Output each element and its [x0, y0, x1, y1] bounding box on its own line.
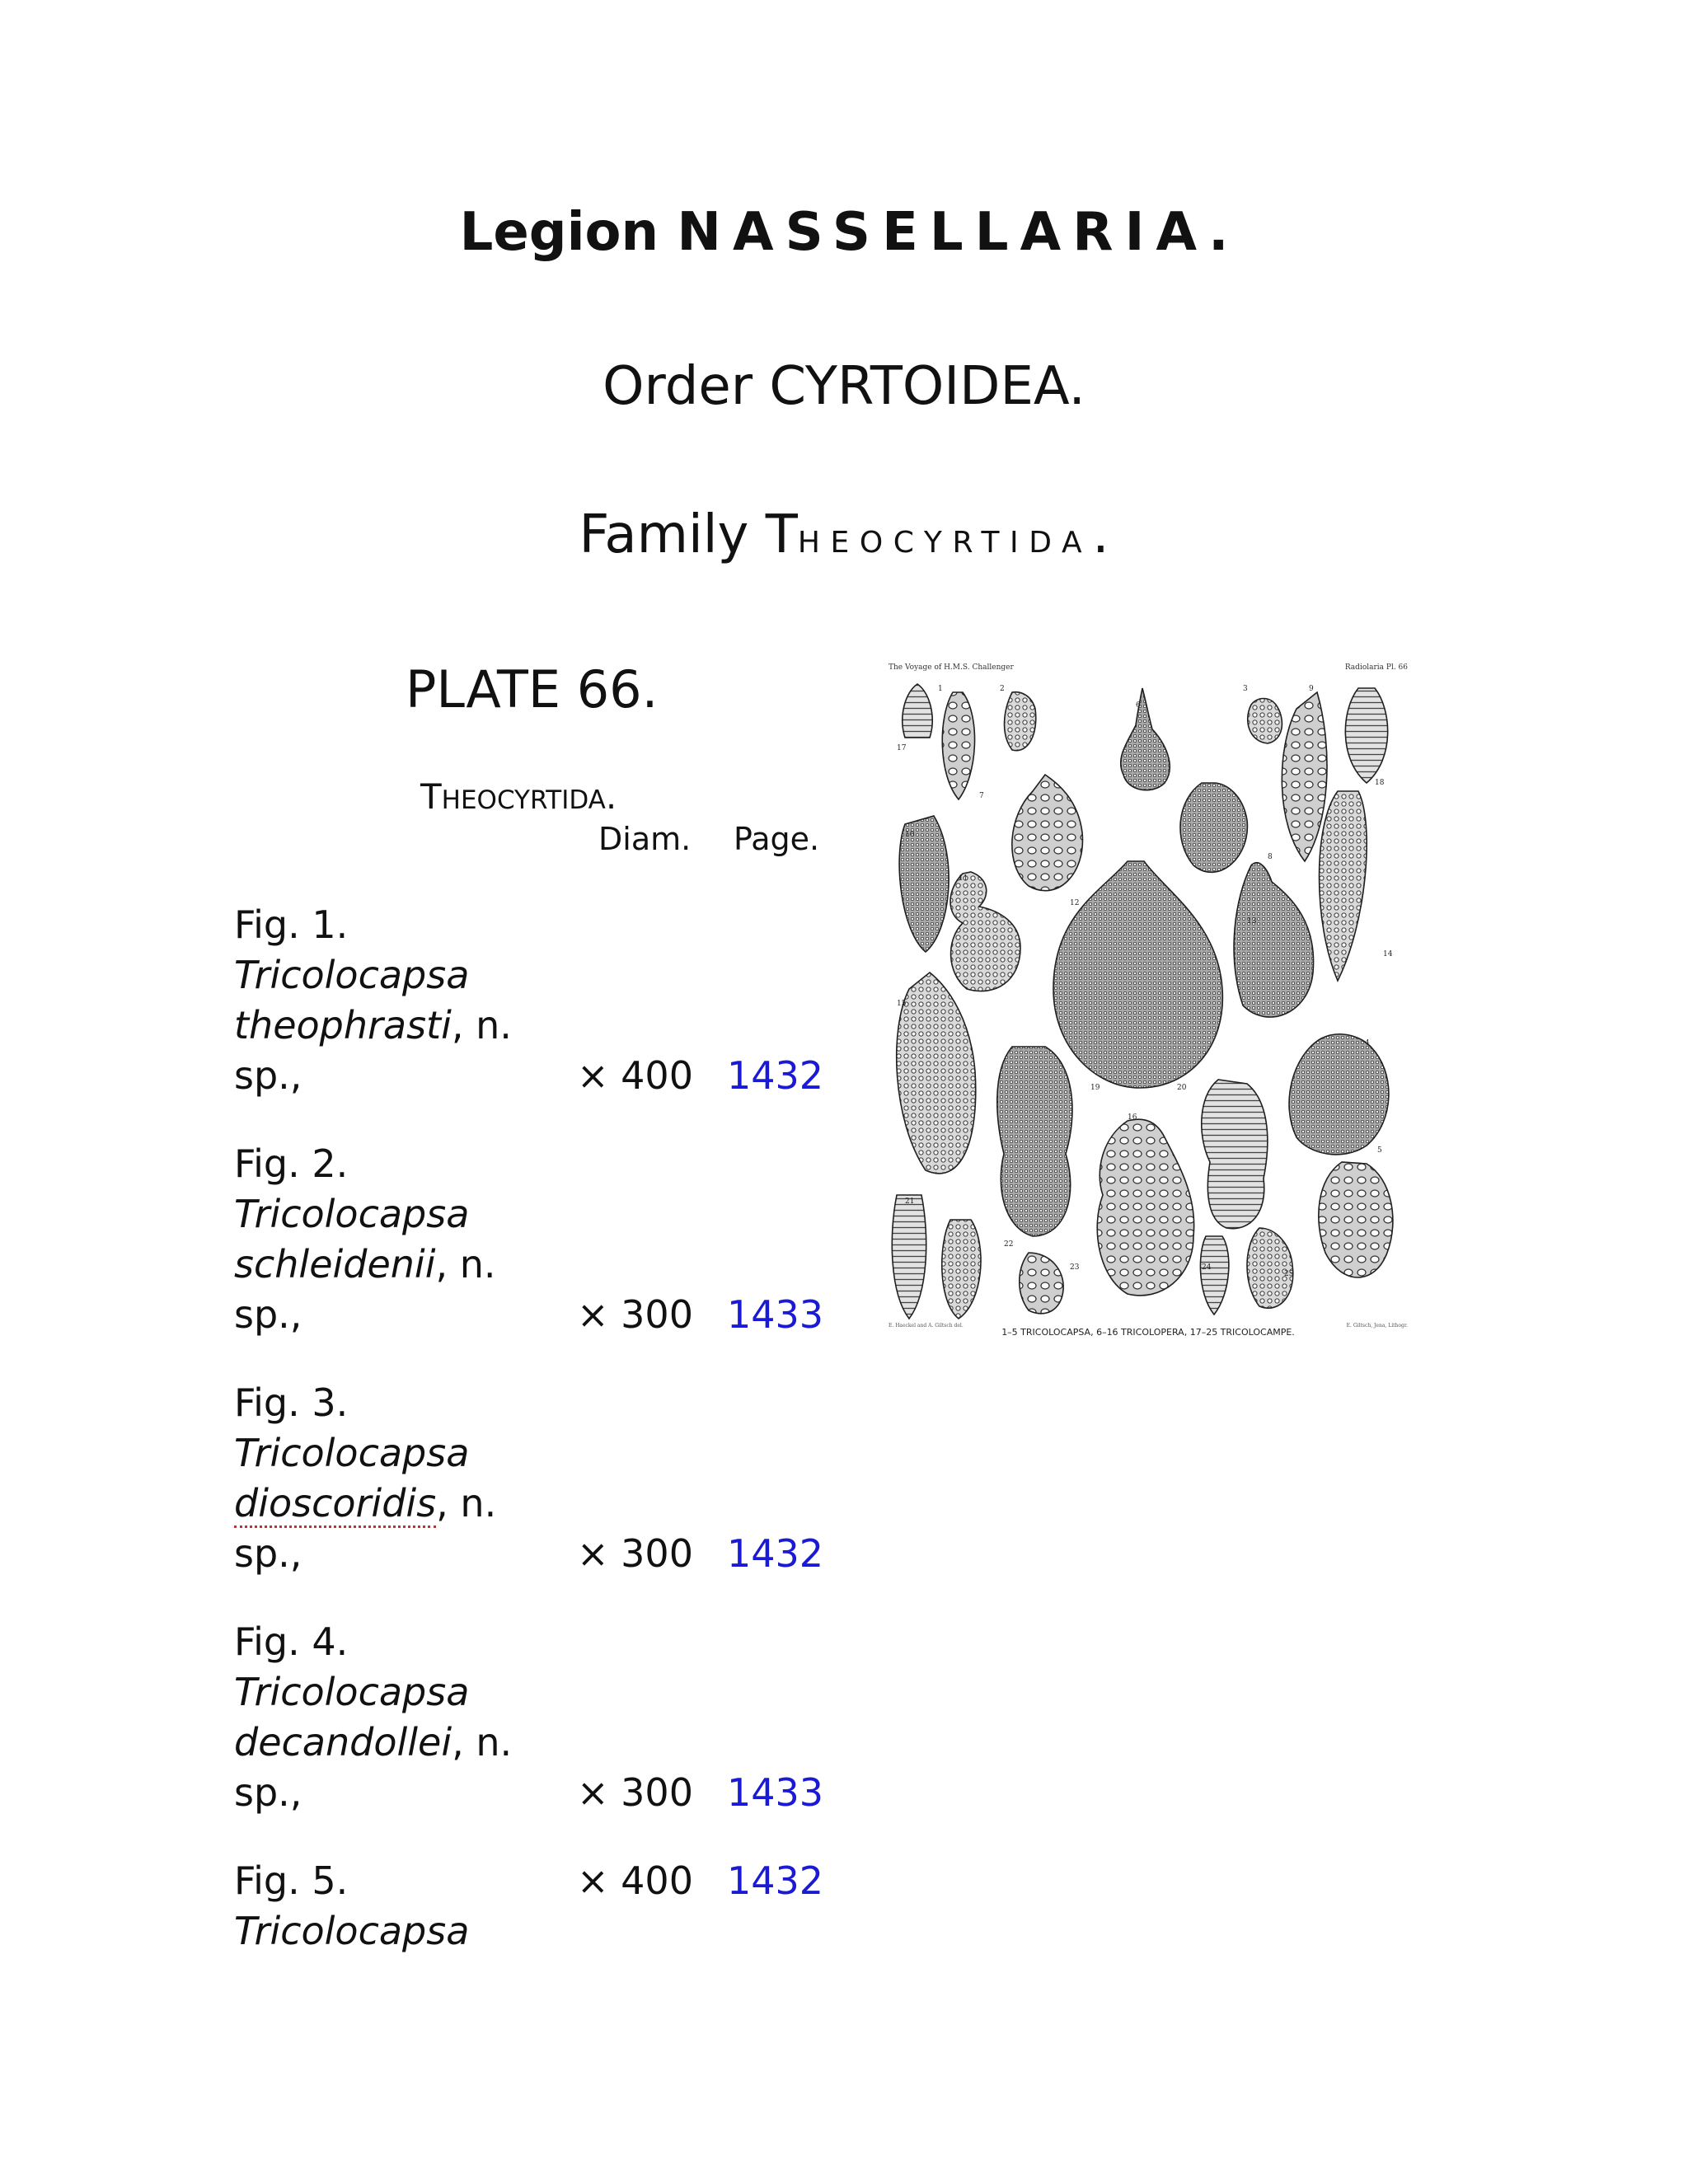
figure-description	[234, 1856, 547, 1957]
plate-title: PLATE 66.	[406, 659, 659, 719]
figure-suffix: , n.	[435, 1242, 496, 1286]
figure-diameter: × 300	[577, 1531, 693, 1576]
figure-diameter: × 400	[577, 1053, 693, 1098]
family-rest: HEOCYRTIDA	[797, 526, 1093, 560]
plate-figure-number: 4	[1365, 1039, 1370, 1047]
column-header-page: Page.	[734, 821, 820, 857]
legion-heading	[0, 202, 1688, 263]
plate-figure-number: 1	[938, 685, 943, 693]
figure-suffix: , n.	[451, 1003, 512, 1047]
figure-description	[234, 1378, 547, 1579]
section-cap: T	[420, 776, 442, 817]
figure-genus: Tricolocapsa	[234, 953, 470, 997]
plate-figure-number: 21	[905, 1197, 915, 1206]
plate-credit-left: E. Haeckel and A. Giltsch del.	[889, 1323, 964, 1329]
page-link[interactable]: 1432	[727, 1858, 824, 1903]
plate-header-right: Radiolaria Pl. 66	[1344, 663, 1408, 672]
legion-dot: .	[1208, 202, 1229, 263]
figure-number: Fig. 5.	[234, 1858, 349, 1903]
plate-figure-number: 9	[1309, 685, 1314, 693]
figure-description	[234, 900, 547, 1101]
plate-figure-number: 19	[1090, 1084, 1100, 1092]
figure-number: Fig. 4.	[234, 1619, 349, 1664]
family-prefix: Family T	[579, 504, 798, 565]
figure-tail: sp.,	[234, 1531, 302, 1576]
figure-suffix: , n.	[436, 1481, 497, 1526]
section-dot: .	[605, 776, 617, 817]
figure-description	[234, 1617, 547, 1818]
plate-figure-number: 8	[1268, 853, 1273, 861]
figure-tail: sp.,	[234, 1770, 302, 1815]
figure-genus: Tricolocapsa	[234, 1192, 470, 1236]
family-heading	[0, 504, 1688, 565]
plate-figure-number: 17	[897, 744, 907, 752]
family-dot: .	[1092, 504, 1109, 565]
figure-number: Fig. 2.	[234, 1141, 349, 1186]
figure-genus: Tricolocapsa	[234, 1431, 470, 1475]
figure-suffix: , n.	[452, 1720, 513, 1765]
figure-entry-4	[234, 1617, 860, 1823]
figure-entry-1	[234, 900, 860, 1106]
plate-figure-number: 24	[1202, 1263, 1212, 1272]
figure-number: Fig. 1.	[234, 902, 349, 947]
figure-description	[234, 1139, 547, 1340]
figure-tail: sp.,	[234, 1292, 302, 1337]
legion-prefix: Legion	[459, 202, 678, 263]
figure-species: schleidenii	[234, 1242, 436, 1286]
plate-credit-right: E. Giltsch, Jena, Lithogr.	[1346, 1323, 1408, 1329]
plate-figure-number: 15	[897, 1000, 907, 1008]
plate-figure-number: 22	[1004, 1240, 1014, 1249]
plate-figure-number: 3	[1243, 685, 1248, 693]
figure-diameter: × 400	[577, 1858, 693, 1903]
figure-species: dioscoridis	[234, 1481, 436, 1528]
plate-figure-number: 10	[905, 831, 915, 839]
plate-figure-number: 20	[1177, 1084, 1187, 1092]
section-title	[420, 776, 617, 817]
plate-figure-number: 13	[1247, 917, 1257, 926]
plate-caption: 1–5 TRICOLOCAPSA, 6–16 TRICOLOPERA, 17–25 TRICOLOCAMPE.	[1001, 1327, 1295, 1338]
figure-tail: sp.,	[234, 1053, 302, 1098]
figure-species: theophrasti	[234, 1003, 452, 1047]
figure-genus: Tricolocapsa	[234, 1909, 470, 1953]
figure-diameter: × 300	[577, 1770, 693, 1815]
figure-genus: Tricolocapsa	[234, 1670, 470, 1714]
plate-figure-number: 2	[1000, 685, 1005, 693]
plate-figure-number: 18	[1375, 779, 1385, 787]
figure-entry-5	[234, 1856, 860, 1963]
page-link[interactable]: 1432	[727, 1531, 824, 1576]
plate-figure-number: 12	[1070, 899, 1080, 907]
plate-figure-number: 5	[1377, 1146, 1382, 1155]
plate-figure-number: 23	[1070, 1263, 1080, 1272]
plate-header-left: The Voyage of H.M.S. Challenger	[889, 663, 1014, 672]
figure-diameter: × 300	[577, 1292, 693, 1337]
plate-figure-number: 11	[959, 874, 968, 883]
page-link[interactable]: 1433	[727, 1292, 824, 1337]
plate-figure-number: 14	[1383, 950, 1393, 958]
plate-drawing	[880, 659, 1416, 1352]
plate-figure-number: 6	[1136, 701, 1141, 710]
column-header-diam: Diam.	[598, 821, 692, 857]
figure-entry-2	[234, 1139, 860, 1345]
figure-number: Fig. 3.	[234, 1380, 349, 1425]
page-link[interactable]: 1432	[727, 1053, 824, 1098]
figure-species: decandollei	[234, 1720, 452, 1765]
order-heading: Order CYRTOIDEA.	[603, 356, 1085, 417]
figure-entry-3	[234, 1378, 860, 1584]
plate-figure-number: 7	[979, 792, 984, 800]
section-rest: HEOCYRTIDA	[441, 785, 606, 815]
plate-illustration[interactable]	[880, 659, 1416, 1352]
plate-figure-number: 25	[1284, 1270, 1294, 1278]
plate-figure-number: 16	[1128, 1113, 1137, 1122]
legion-name: NASSELLARIA	[677, 202, 1209, 263]
page-link[interactable]: 1433	[727, 1770, 824, 1815]
